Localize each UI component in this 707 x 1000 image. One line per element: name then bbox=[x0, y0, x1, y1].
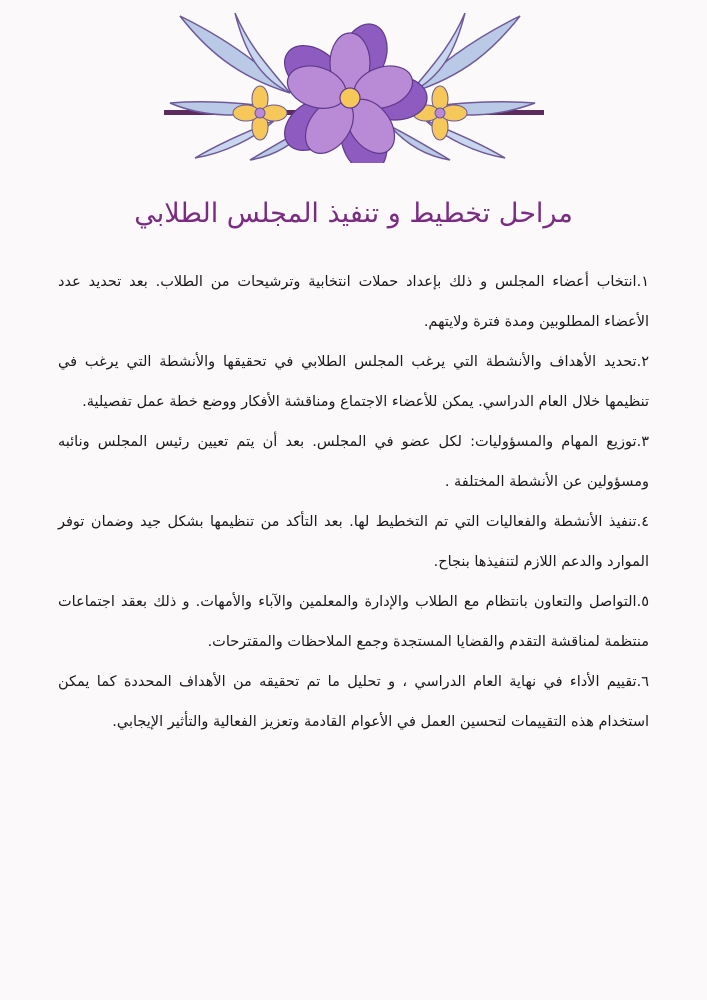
yellow-flower-left-icon bbox=[233, 86, 287, 140]
steps-list bbox=[58, 262, 649, 742]
page-title: مراحل تخطيط و تنفيذ المجلس الطلابي bbox=[134, 198, 573, 229]
step-1: ١.انتخاب أعضاء المجلس و ذلك بإعداد حملات انتخابية وترشيحات من الطلاب. بعد تحديد عدد الأعضاء المطلوبين ومدة فترة ولايتهم. bbox=[58, 274, 649, 330]
floral-wreath-icon bbox=[150, 8, 550, 163]
step-3: ٣.توزيع المهام والمسؤوليات: لكل عضو في المجلس. بعد أن يتم تعيين رئيس المجلس ونائبه ومسؤولين عن الأنشطة المختلفة . bbox=[58, 434, 649, 490]
step-4: ٤.تنفيذ الأنشطة والفعاليات التي تم التخطيط لها. بعد التأكد من تنظيمها بشكل جيد وضمان توفر الموارد والدعم اللازم لتنفيذها بنجاح. bbox=[58, 514, 649, 570]
purple-flower-icon bbox=[275, 18, 427, 163]
step-5: ٥.التواصل والتعاون بانتظام مع الطلاب والإدارة والمعلمين والآباء والأمهات. و ذلك بعقد اجتماعات منتظمة لمناقشة التقدم والقضايا المستجدة وجمع الملاحظات والمقترحات. bbox=[58, 594, 649, 650]
step-2: ٢.تحديد الأهداف والأنشطة التي يرغب المجلس الطلابي في تحقيقها والأنشطة التي يرغب في تنظيمها خلال العام الدراسي. يمكن للأعضاء الاجتماع ومناقشة الأفكار ووضع خطة عمل تفصيلية. bbox=[58, 354, 649, 410]
step-6: ٦.تقييم الأداء في نهاية العام الدراسي ، و تحليل ما تم تحقيقه من الأهداف المحددة كما يمكن استخدام هذه التقييمات لتحسين العمل في الأعوام القادمة وتعزيز الفعالية والتأثير الإيجابي. bbox=[58, 674, 649, 730]
